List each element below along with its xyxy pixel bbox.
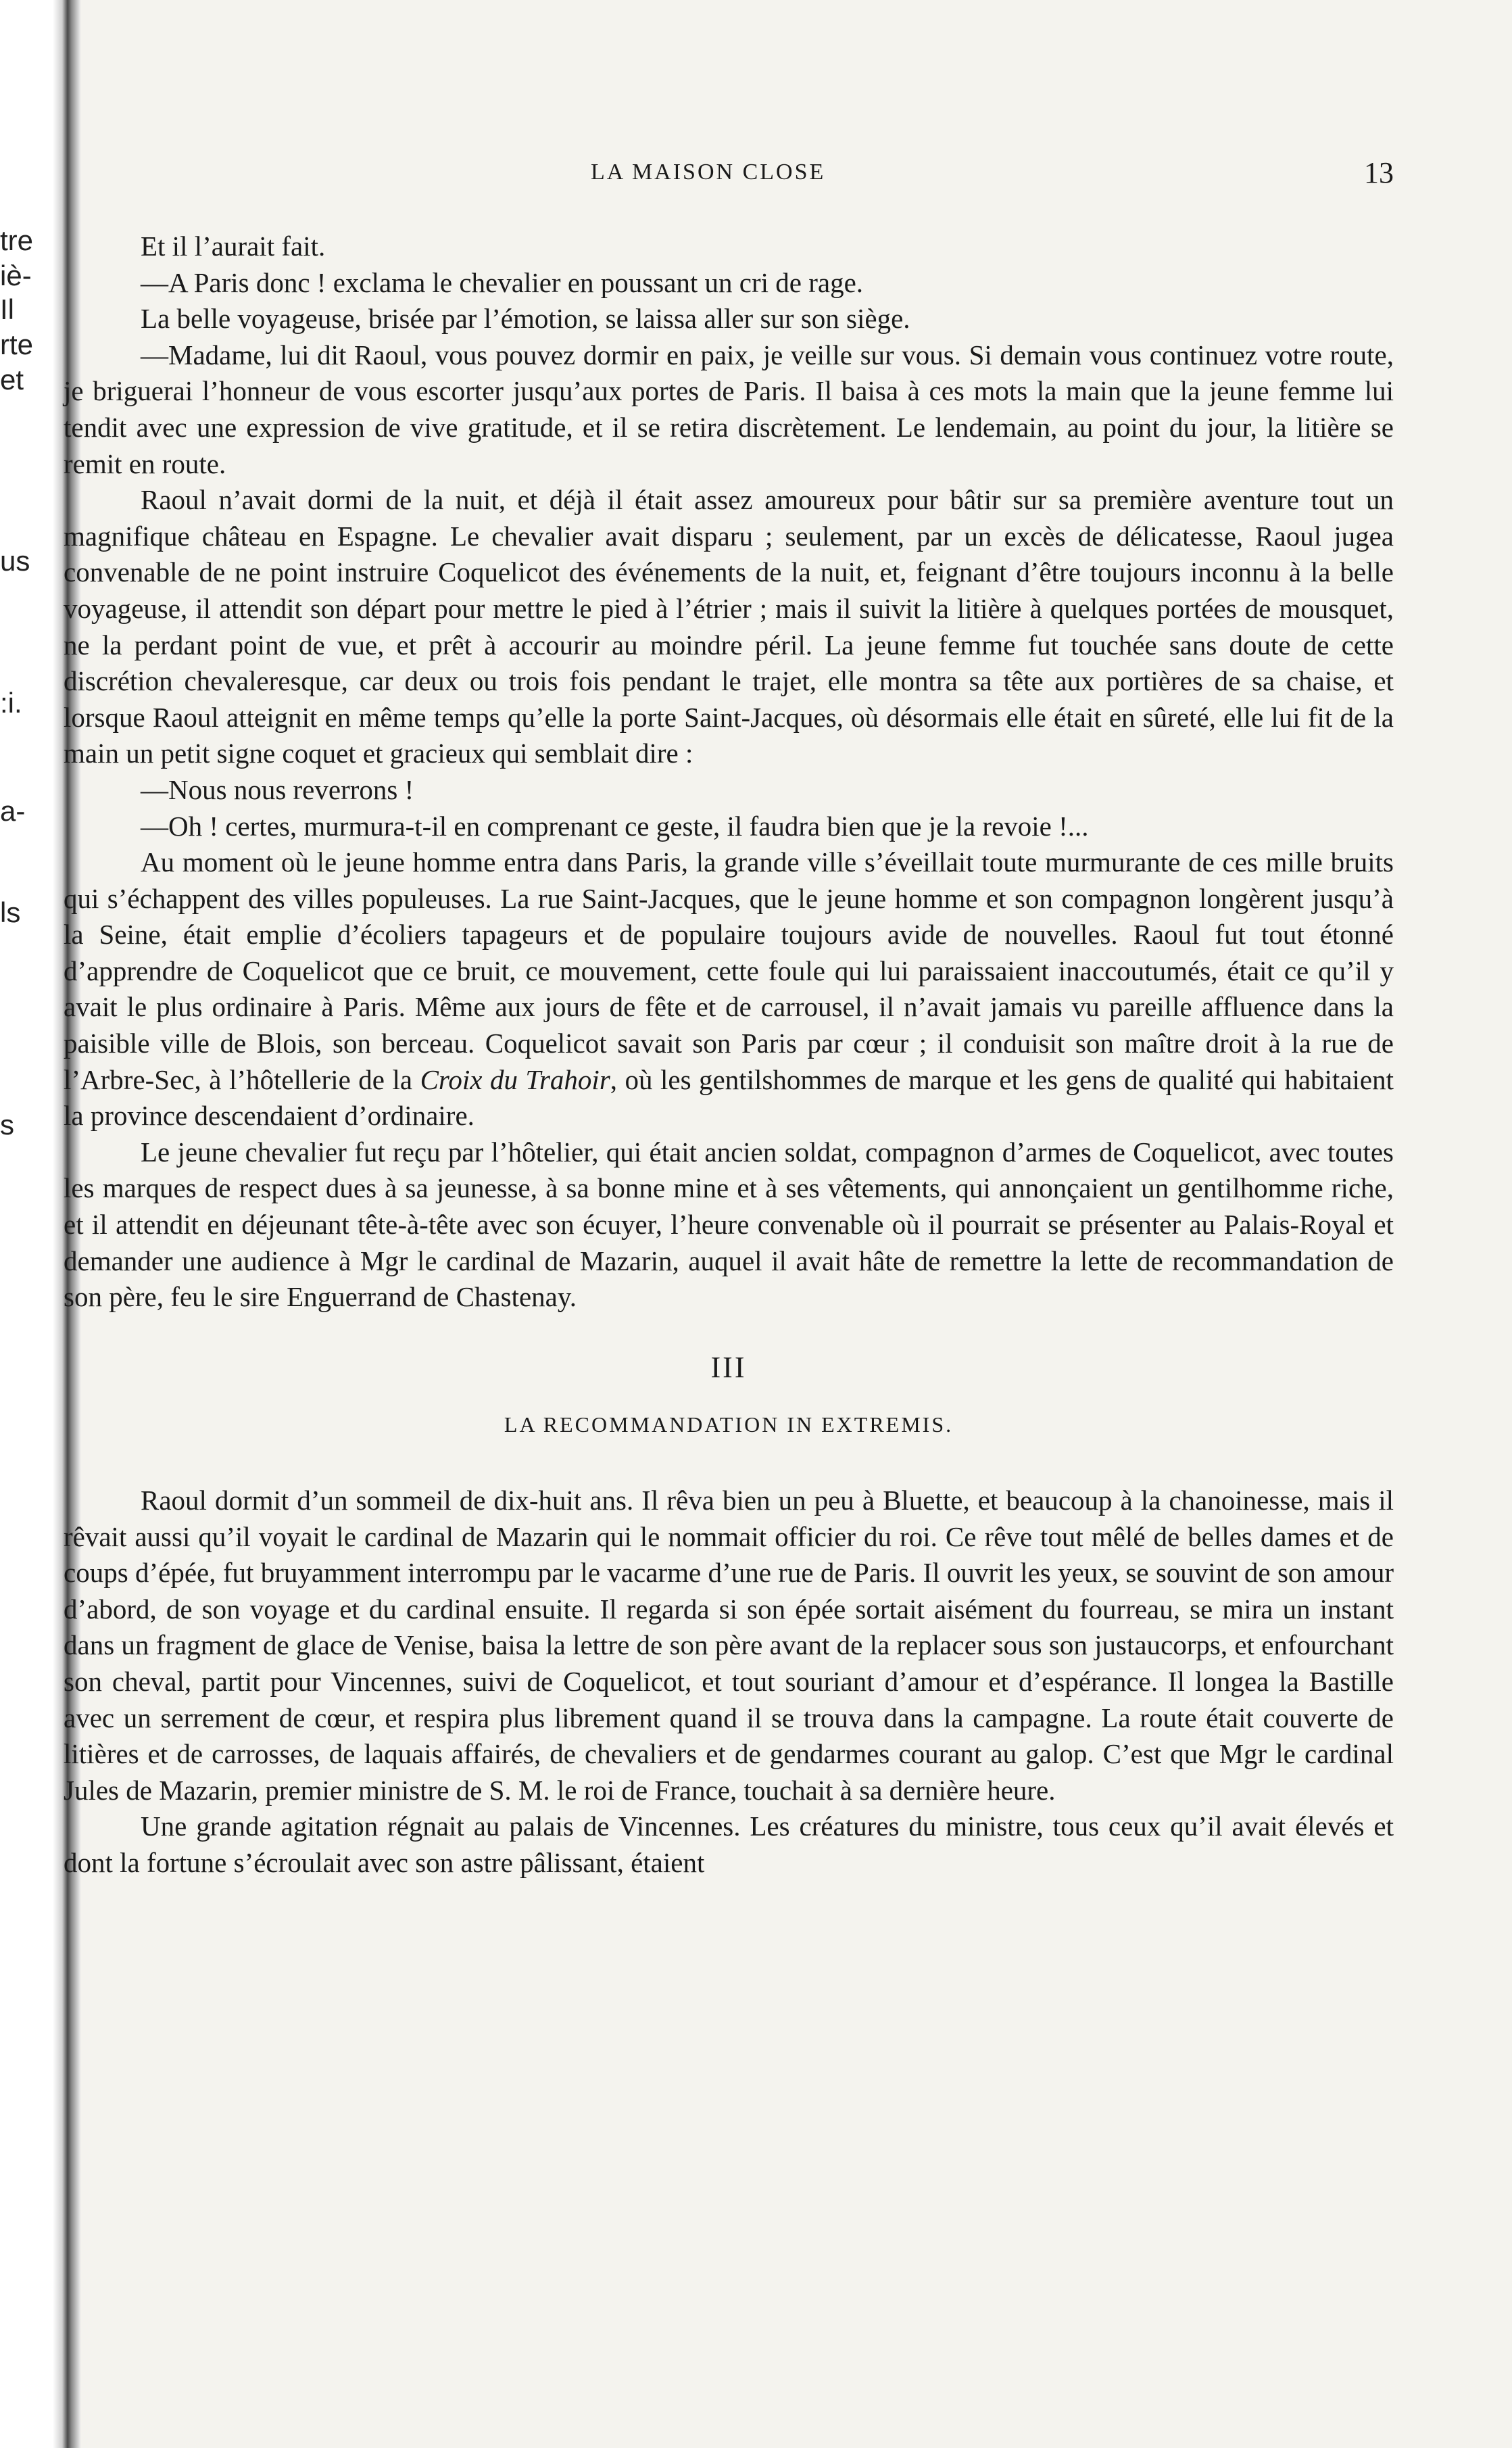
paragraph: —Oh ! certes, murmura-t-il en comprenant ce geste, il faudra bien que je la revoie !... — [141, 810, 1089, 842]
gutter-fragment: :i. — [0, 687, 22, 719]
chapter-title: LA RECOMMANDATION IN EXTREMIS. — [504, 1412, 954, 1437]
page-number: 13 — [1364, 156, 1394, 189]
paragraph: Une grande agitation régnait au palais de Vincennes. Les créatures du ministre, tous ceux qu’il avait élevés et dont la fortune s’écroulait avec son astre pâlissant, étaient — [64, 1810, 1394, 1878]
inn-name: Croix du Trahoir — [420, 1063, 610, 1095]
body-text — [64, 229, 1394, 1881]
paragraph: —A Paris donc ! exclama le chevalier en poussant un cri de rage. — [141, 266, 864, 298]
gutter-fragment: tre — [0, 224, 34, 256]
gutter-fragment: Il — [0, 293, 14, 325]
paragraph: Et il l’aurait fait. — [141, 231, 326, 262]
running-header — [64, 156, 1394, 200]
gutter-fragment: ls — [0, 896, 21, 928]
running-title: LA MAISON CLOSE — [591, 160, 826, 185]
book-page — [64, 0, 1394, 2448]
paragraph: —Madame, lui dit Raoul, vous pouvez dormir en paix, je veille sur vous. Si demain vous continuez votre route, je briguerai l’honneur de vous escorter jusqu’aux portes de Paris. Il baisa à ces mots la main que la jeune femme lui tendit avec une expression de vive gratitude, et il se retira discrètement. Le lendemain, au point du jour, la litière se remit en route. — [64, 339, 1394, 479]
paragraph: La belle voyageuse, brisée par l’émotion, se laissa aller sur son siège. — [141, 303, 910, 335]
gutter-fragment: rte — [0, 329, 34, 360]
gutter-fragment: s — [0, 1109, 14, 1141]
gutter-fragment: iè- — [0, 260, 32, 291]
paragraph: —Nous nous reverrons ! — [141, 773, 414, 805]
gutter-fragment: a- — [0, 795, 26, 827]
paragraph: Le jeune chevalier fut reçu par l’hôtelier, qui était ancien soldat, compagnon d’armes de Coquelicot, avec toutes les marques de respect dues à sa jeunesse, à sa bonne mine et à ses vêtements, qui annonçaient un gentilhomme riche, et il attendit en déjeunant tête-à-tête avec son écuyer, l’heure convenable où il pourrait se présenter au Palais-Royal et demander une audience à Mgr le cardinal de Mazarin, auquel il avait hâte de remettre la lette de recommandation de son père, feu le sire Enguerrand de Chastenay. — [64, 1136, 1394, 1313]
paragraph — [64, 844, 1394, 1134]
chapter-number: III — [710, 1350, 747, 1384]
paragraph: Raoul n’avait dormi de la nuit, et déjà il était assez amoureux pour bâtir sur sa première aventure tout un magnifique château en Espagne. Le chevalier avait disparu ; seulement, par un excès de délicatesse, Raoul jugea convenable de ne point instruire Coquelicot des événements de la nuit, et, feignant d’être toujours inconnu à la belle voyageuse, il attendit son départ pour mettre le pied à l’étrier ; mais il suivit la litière à quelques portées de mousquet, ne la perdant point de vue, et prêt à accourir au moindre péril. La jeune femme fut touchée sans doute de cette discrétion chevaleresque, car deux ou trois fois pendant le trajet, elle montra sa tête aux portières de sa chaise, et lorsque Raoul atteignit en même temps qu’elle la porte Saint-Jacques, où désormais elle était en sûreté, elle lui fit de la main un petit signe coquet et gracieux qui semblait dire : — [64, 484, 1394, 769]
paragraph: Raoul dormit d’un sommeil de dix-huit ans. Il rêva bien un peu à Bluette, et beaucoup à la chanoinesse, mais il rêvait aussi qu’il voyait le cardinal de Mazarin qui le nommait officier du roi. Ce rêve tout mêlé de belles dames et de coups d’épée, fut bruyamment interrompu par le vacarme d’une rue de Paris. Il ouvrit les yeux, se souvint de son amour d’abord, de son voyage et du cardinal ensuite. Il regarda si son épée sortait aisément du fourreau, se mira un instant dans un fragment de glace de Venise, baisa la lettre de son père avant de la replacer sous son justaucorps, et enfourchant son cheval, partit pour Vincennes, suivi de Coquelicot, et tout souriant d’amour et d’espérance. Il longea la Bastille avec un serrement de cœur, et respira plus librement quand il se trouva dans la campagne. La route était couverte de litières et de carrosses, de laquais affairés, de chevaliers et de gendarmes courant au galop. C’est que Mgr le cardinal Jules de Mazarin, premier ministre de S. M. le roi de France, touchait à sa dernière heure. — [64, 1485, 1394, 1806]
paragraph-text: Au moment où le jeune homme entra dans Paris, la grande ville s’éveillait toute murmurante de ces mille bruits qui s’échappent des villes populeuses. La rue Saint-Jacques, que le jeune homme et son compagnon longèrent jusqu’à la Seine, était emplie d’écoliers tapageurs et de populaire toujours avide de nouvelles. Raoul fut tout étonné d’apprendre de Coquelicot que ce bruit, ce mouvement, cette foule qui lui paraissaient inaccoutumés, était ce qu’il y avait le plus ordinaire à Paris. Même aux jours de fête et de carrousel, il n’avait jamais vu pareille affluence dans la paisible ville de Blois, son berceau. Coquelicot savait son Paris par cœur ; il conduisit son maître droit à la rue de l’Arbre-Sec, à l’hôtellerie de la — [64, 846, 1394, 1095]
paragraph-text: , où les gentilshommes de marque et les gens de qualité qui habitaient la province descendaient d’ordinaire. — [64, 1063, 1394, 1132]
gutter-fragment: et — [0, 364, 24, 395]
gutter-fragment: us — [0, 545, 30, 577]
